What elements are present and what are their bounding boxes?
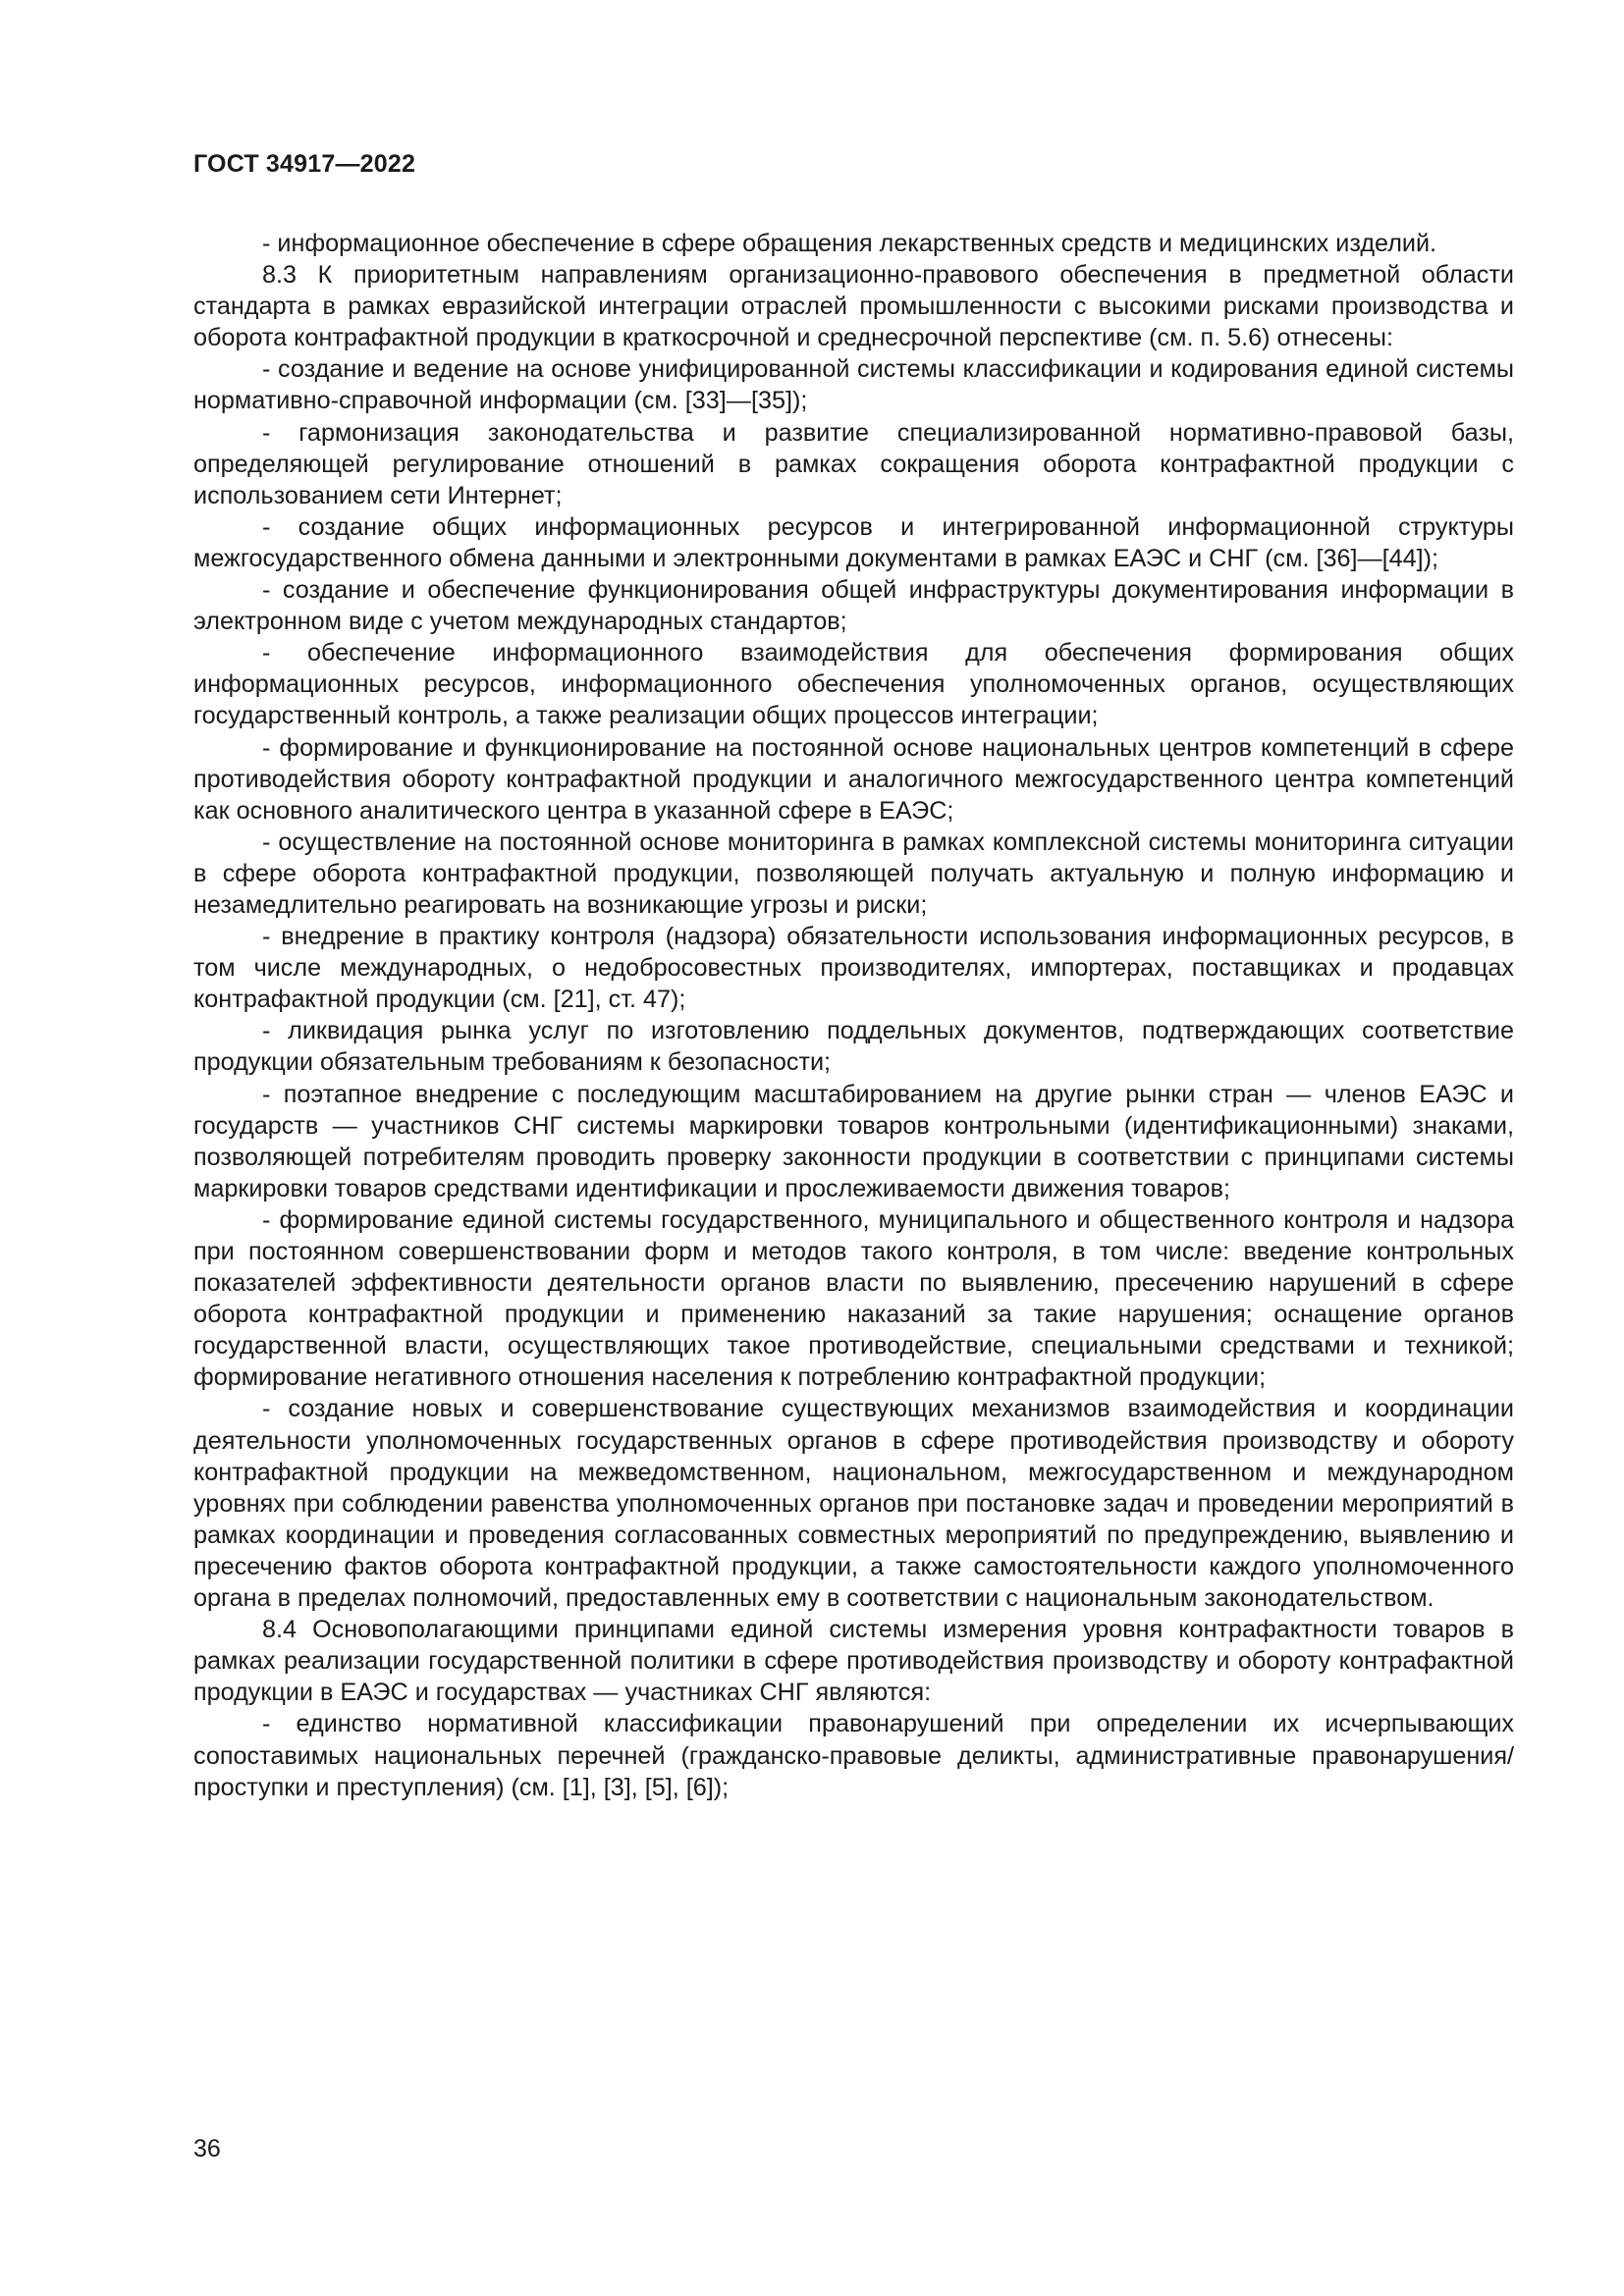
paragraph-item-coordination: - создание новых и совершенствование существующих механизмов взаимодействия и координации деятельности уполномоченных государственных органов в сфере противодействия производству и обороту контрафактной продукции на межведомственном, национальном, межгосударственном и международном уровнях при соблюдении равенства уполномоченных органов при постановке задач и проведении мероприятий в рамках координации и проведения согласованных совместных мероприятий по предупреждению, выявлению и пресечению фактов оборота контрафактной продукции, а также самостоятельности каждого уполномоченного органа в пределах полномочий, предоставленных ему в соответствии с национальным законодательством. [193, 1395, 1514, 1613]
document-body [193, 228, 1514, 1803]
paragraph-item-legislation: - гармонизация законодательства и развитие специализированной нормативно-правовой базы, определяющей регулирование отношений в рамках сокращения оборота контрафактной продукции с использованием сети Интернет; [193, 418, 1514, 509]
paragraph-item-fake-documents: - ликвидация рынка услуг по изготовлению поддельных документов, подтверждающих соответствие продукции обязательным требованиям к безопасности; [193, 1017, 1514, 1077]
document-header: ГОСТ 34917—2022 [193, 150, 416, 178]
paragraph-item-pharma: - информационное обеспечение в сфере обращения лекарственных средств и медицинских изделий. [262, 230, 1437, 257]
paragraph-8-3: 8.3 К приоритетным направлениям организационно-правового обеспечения в предметной области стандарта в рамках евразийской интеграции отраслей промышленности с высокими рисками производства и оборота контрафактной продукции в краткосрочной и среднесрочной перспективе (см. п. 5.6) отнесены: [193, 261, 1514, 352]
paragraph-item-info-resources: - создание общих информационных ресурсов и интегрированной информационной структуры межгосударственного обмена данными и электронными документами в рамках ЕАЭС и СНГ (см. [36]—[44]); [193, 512, 1514, 572]
paragraph-item-control-practice: - внедрение в практику контроля (надзора) обязательности использования информационных ресурсов, в том числе международных, о недобросовестных производителях, импортерах, поставщиках и продавцах контрафактной продукции (см. [21], ст. 47); [193, 923, 1514, 1014]
paragraph-item-monitoring: - осуществление на постоянной основе мониторинга в рамках комплексной системы мониторинга ситуации в сфере оборота контрафактной продукции, позволяющей получать актуальную и полную информацию и незамедлительно реагировать на возникающие угрозы и риски; [193, 828, 1514, 919]
paragraph-item-info-interaction: - обеспечение информационного взаимодействия для обеспечения формирования общих информационных ресурсов, информационного обеспечения уполномоченных органов, осуществляющих государственный контроль, а также реализации общих процессов интеграции; [193, 639, 1514, 730]
paragraph-item-nsi: - создание и ведение на основе унифицированной системы классификации и кодирования единой системы нормативно-справочной информации (см. [33]—[35]); [193, 355, 1514, 415]
paragraph-item-infrastructure: - создание и обеспечение функционирования общей инфраструктуры документирования информации в электронном виде с учетом международных стандартов; [193, 576, 1514, 636]
paragraph-item-control-system: - формирование единой системы государственного, муниципального и общественного контроля и надзора при постоянном совершенствовании форм и методов такого контроля, в том числе: введение контрольных показателей эффективности деятельности органов власти по выявлению, пресечению нарушений в сфере оборота контрафактной продукции и применению наказаний за такие нарушения; оснащение органов государственной власти, осуществляющих такое противодействие, специальными средствами и техникой; формирование негативного отношения населения к потреблению контрафактной продукции; [193, 1205, 1514, 1392]
paragraph-8-4: 8.4 Основополагающими принципами единой системы измерения уровня контрафактности товаров в рамках реализации государственной политики в сфере противодействия производству и обороту контрафактной продукции в ЕАЭС и государствах — участниках СНГ являются: [193, 1616, 1514, 1707]
paragraph-item-marking: - поэтапное внедрение с последующим масштабированием на другие рынки стран — членов ЕАЭС и государств — участников СНГ системы маркировки товаров контрольными (идентификационными) знаками, позволяющей потребителям проводить проверку законности продукции в соответствии с принципами системы маркировки товаров средствами идентификации и прослеживаемости движения товаров; [193, 1080, 1514, 1202]
paragraph-item-competence-centers: - формирование и функционирование на постоянной основе национальных центров компетенций в сфере противодействия обороту контрафактной продукции и аналогичного межгосударственного центра компетенций как основного аналитического центра в указанной сфере в ЕАЭС; [193, 733, 1514, 825]
page-number: 36 [193, 2135, 221, 2163]
paragraph-item-classification: - единство нормативной классификации правонарушений при определении их исчерпывающих сопоставимых национальных перечней (гражданско-правовые деликты, административные правонарушения/проступки и преступления) (см. [1], [3], [5], [6]); [193, 1710, 1514, 1801]
